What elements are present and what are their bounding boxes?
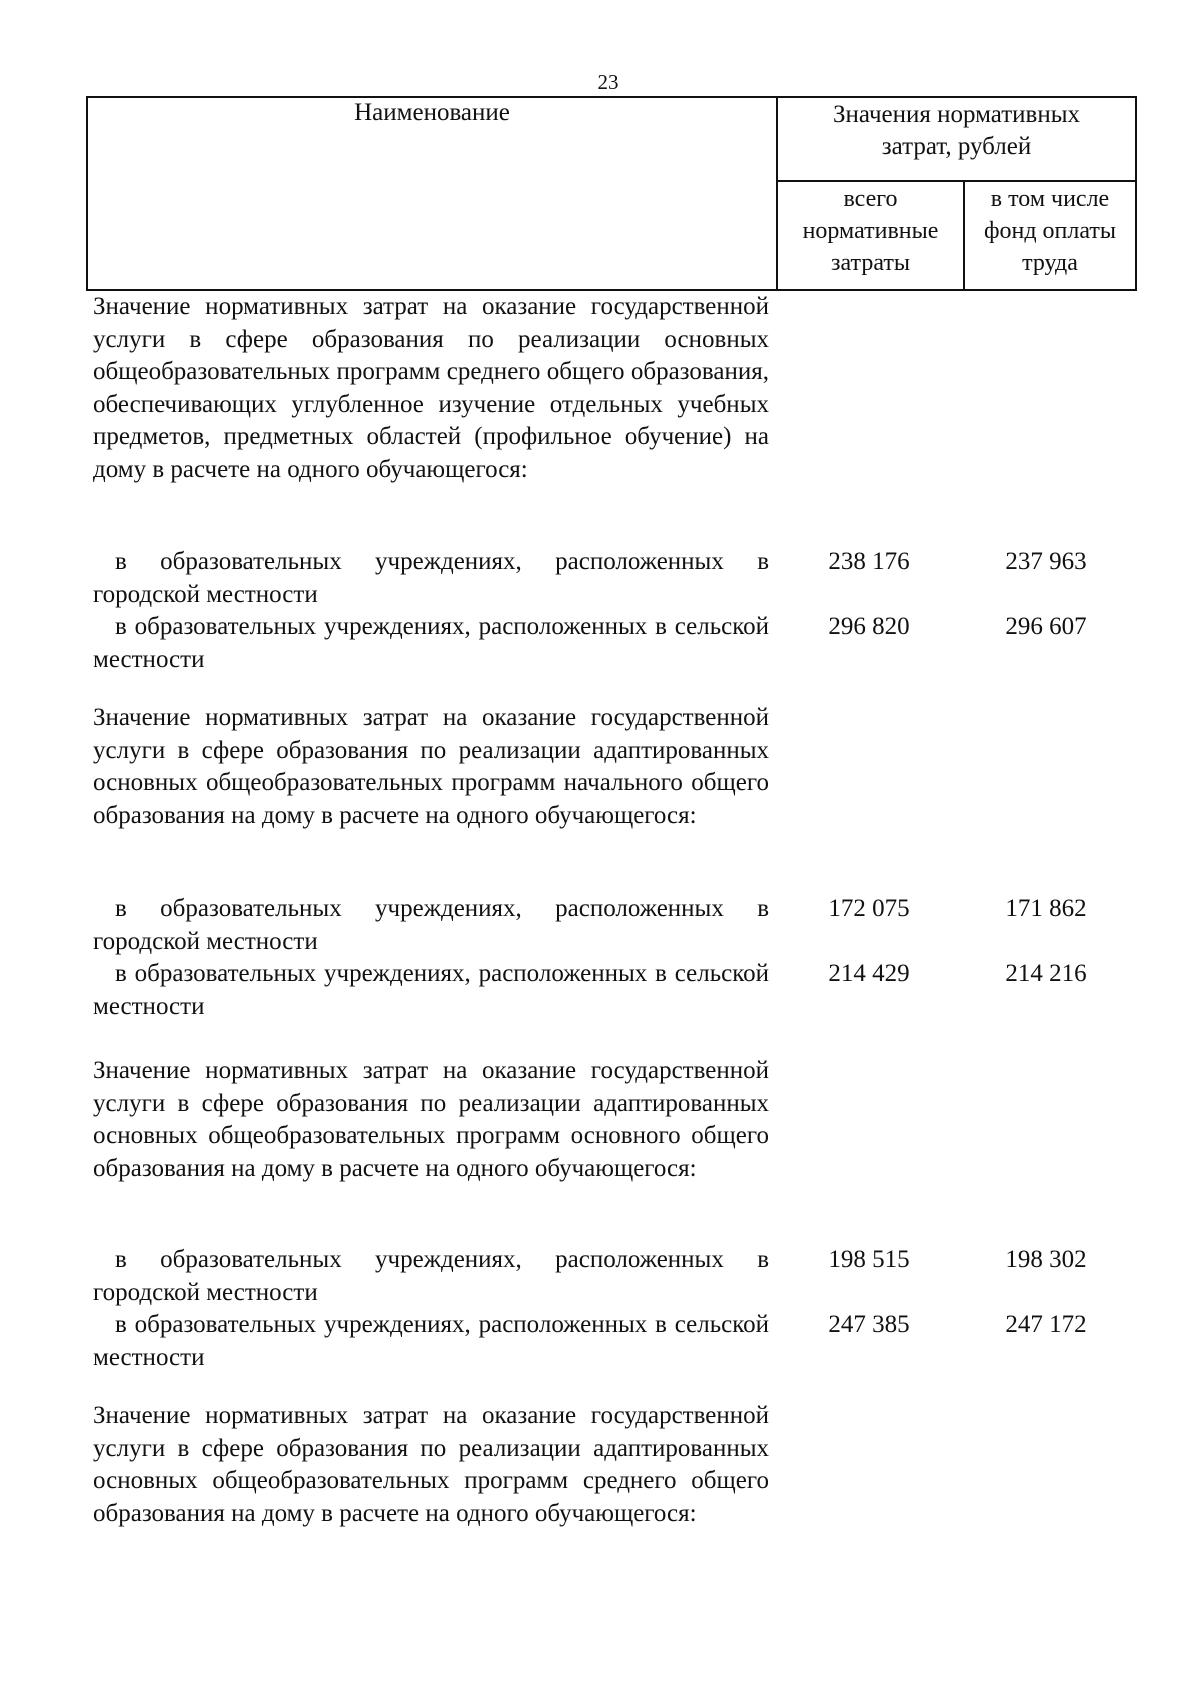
row-label: в образовательных учреждениях, расположенных в городской местности [93,1246,769,1306]
row-label: в образовательных учреждениях, расположенных в городской местности [93,548,769,608]
row-label: в образовательных учреждениях, расположенных в сельской местности [93,1311,769,1371]
column-header-total: всего нормативные затраты [778,182,965,289]
value-wage-fund: 296 607 [1005,613,1087,640]
section-title: Значение нормативных затрат на оказание государственной услуги в сфере образования по реализации адаптированных основных общеобразовательных программ основного общего образования на дому в расчете на одного обучающегося: [93,1057,769,1182]
value-total: 238 176 [828,548,910,575]
value-wage-fund: 237 963 [1005,548,1087,575]
value-total: 172 075 [828,895,910,922]
value-wage-fund: 247 172 [1005,1311,1087,1338]
column-header-wage-fund: в том числе фонд оплаты труда [983,186,1117,276]
section-title: Значение нормативных затрат на оказание государственной услуги в сфере образования по реализации адаптированных основных общеобразовательных программ начального общего образования на дому в расчете на одного обучающегося: [93,704,769,829]
row-label: в образовательных учреждениях, расположенных в сельской местности [93,960,769,1020]
section-title: Значение нормативных затрат на оказание государственной услуги в сфере образования по реализации основных общеобразовательных программ среднего общего образования, обеспечивающих углубленное изучение отдельных учебных предметов, предметных областей (профильное обучение) на дому в расчете на одного обучающегося: [93,293,769,483]
page-number: 23 [597,70,619,94]
value-total: 296 820 [828,613,910,640]
value-total: 198 515 [828,1246,910,1273]
value-total: 247 385 [828,1311,910,1338]
row-label: в образовательных учреждениях, расположенных в городской местности [93,895,769,955]
value-total: 214 429 [828,960,910,987]
section-title: Значение нормативных затрат на оказание государственной услуги в сфере образования по реализации адаптированных основных общеобразовательных программ среднего общего образования на дому в расчете на одного обучающегося: [93,1402,769,1527]
table-header [86,96,1137,291]
value-wage-fund: 214 216 [1005,960,1087,987]
column-header-name: Наименование [88,98,778,289]
row-label: в образовательных учреждениях, расположенных в сельской местности [93,613,769,673]
value-wage-fund: 171 862 [1005,895,1087,922]
column-header-values-group: Значения нормативных затрат, рублей [778,98,1135,182]
value-wage-fund: 198 302 [1005,1246,1087,1273]
